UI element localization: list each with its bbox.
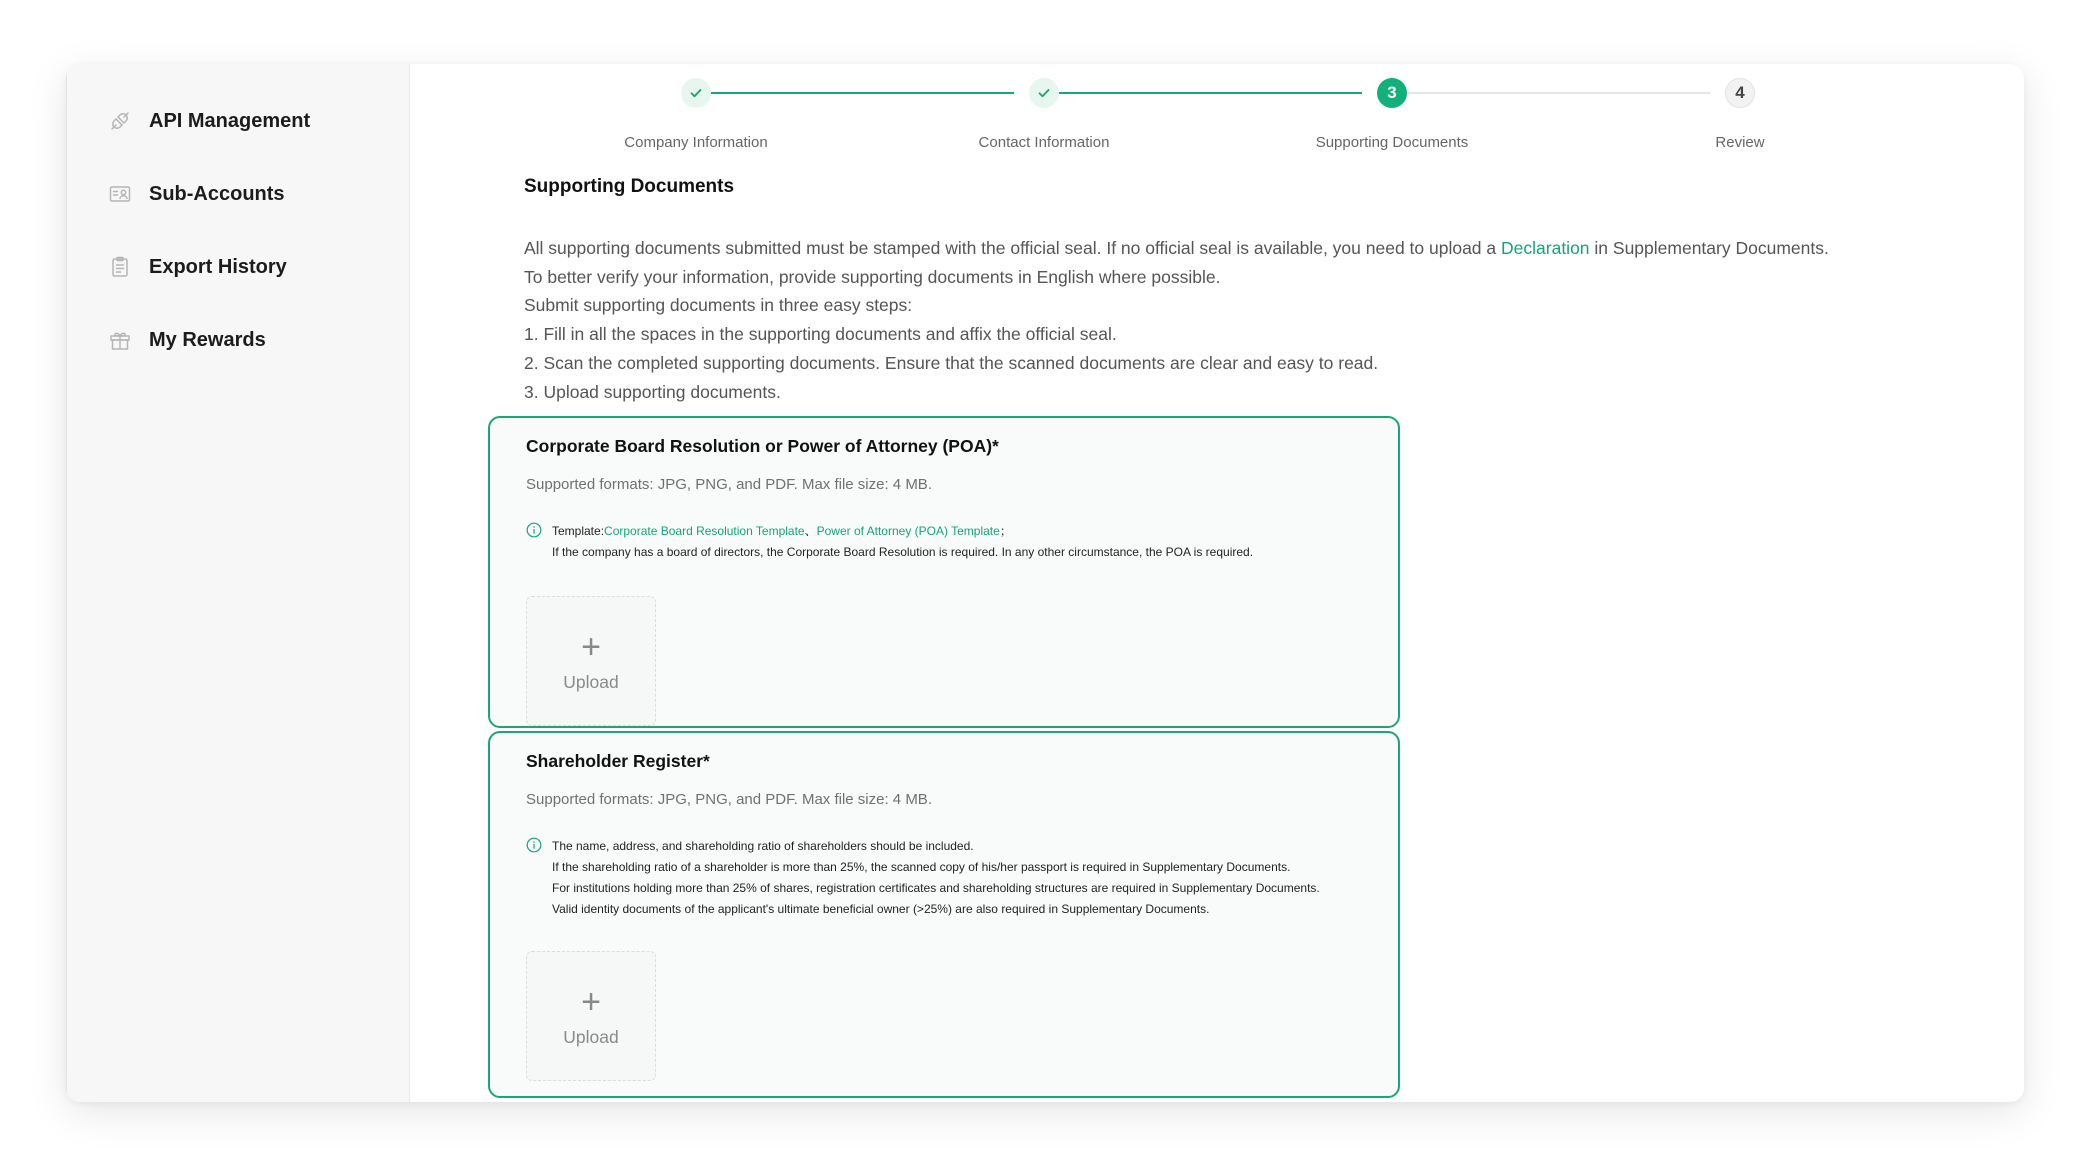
step-label-supporting-documents: Supporting Documents: [1315, 134, 1469, 151]
sidebar-item-label: My Rewards: [149, 328, 266, 351]
note-lines: [552, 836, 1320, 920]
step-1-complete[interactable]: [681, 78, 711, 108]
step-instruction: 3. Upload supporting documents.: [524, 381, 781, 402]
upload-label: Upload: [563, 1026, 619, 1047]
intro-text-segment: All supporting documents submitted must be stamped with the official seal. If no official seal is available, you need to upload a: [524, 238, 1502, 258]
note-line: The name, address, and shareholding ratio of shareholders should be included.: [552, 839, 974, 853]
intro-line: Submit supporting documents in three easy steps:: [524, 295, 913, 316]
template-line: [552, 521, 1253, 542]
note-line: For institutions holding more than 25% of shares, registration certificates and shareholding structures are required in Supplementary Documents.: [552, 881, 1320, 895]
template-prefix: Template:: [552, 524, 605, 538]
upload-button[interactable]: [526, 596, 656, 726]
supported-formats: Supported formats: JPG, PNG, and PDF. Max file size: 4 MB.: [526, 476, 932, 493]
sidebar-item-label: Sub-Accounts: [149, 182, 285, 205]
step-instruction: 1. Fill in all the spaces in the supporting documents and affix the official seal.: [524, 324, 1117, 345]
page-title: Supporting Documents: [524, 176, 735, 197]
sidebar-item-label: Export History: [149, 255, 287, 278]
card-title: Corporate Board Resolution or Power of Attorney (POA)*: [526, 436, 999, 456]
template-end: ；: [999, 524, 1012, 538]
template-separator: 、: [804, 524, 817, 538]
supported-formats: Supported formats: JPG, PNG, and PDF. Max file size: 4 MB.: [526, 791, 932, 808]
note-line: Valid identity documents of the applicant's ultimate beneficial owner (>25%) are also required in Supplementary Documents.: [552, 902, 1210, 916]
note-line: If the shareholding ratio of a shareholder is more than 25%, the scanned copy of his/her passport is required in Supplementary Documents.: [552, 860, 1291, 874]
step-2-complete[interactable]: [1029, 78, 1059, 108]
api-icon: [107, 108, 133, 134]
intro-line: To better verify your information, provide supporting documents in English where possible.: [524, 266, 1221, 287]
check-icon: [1037, 86, 1051, 100]
shareholder-note: [526, 836, 1320, 920]
upload-card-board-resolution: [488, 416, 1400, 728]
note-lines: [552, 521, 1253, 563]
step-label-contact-information: Contact Information: [978, 134, 1110, 151]
plus-icon: +: [581, 982, 601, 1021]
main-content: [408, 64, 2024, 1102]
step-connector: [697, 92, 1014, 94]
template-note: [526, 521, 1253, 563]
check-icon: [689, 86, 703, 100]
intro-text: [524, 234, 2024, 406]
sidebar-item-sub-accounts[interactable]: [107, 174, 285, 214]
board-resolution-template-link[interactable]: Corporate Board Resolution Template: [604, 524, 805, 538]
card-title: Shareholder Register*: [526, 751, 710, 771]
app-window: [66, 64, 2024, 1102]
upload-card-shareholder-register: [488, 731, 1400, 1098]
step-label-company-information: Company Information: [624, 134, 768, 151]
step-3-active[interactable]: 3: [1377, 78, 1407, 108]
declaration-link[interactable]: Declaration: [1501, 238, 1590, 258]
note-line: If the company has a board of directors, the Corporate Board Resolution is required. In any other circumstance, the POA is required.: [552, 545, 1254, 559]
step-label-review: Review: [1715, 134, 1765, 151]
step-instruction: 2. Scan the completed supporting documents. Ensure that the scanned documents are clear and easy to read.: [524, 352, 1379, 373]
gift-icon: [107, 327, 133, 353]
upload-button[interactable]: [526, 951, 656, 1081]
info-icon: [526, 522, 542, 538]
upload-label: Upload: [563, 671, 619, 692]
sub-accounts-icon: [107, 181, 133, 207]
poa-template-link[interactable]: Power of Attorney (POA) Template: [816, 524, 1000, 538]
step-connector: [1393, 92, 1710, 94]
sidebar: [66, 64, 410, 1102]
sidebar-item-export-history[interactable]: [107, 247, 287, 287]
step-connector: [1045, 92, 1362, 94]
info-icon: [526, 837, 542, 853]
sidebar-item-label: API Management: [149, 109, 311, 132]
sidebar-item-api-management[interactable]: [107, 101, 310, 141]
intro-paragraph: [524, 234, 2024, 263]
clipboard-icon: [107, 254, 133, 280]
intro-text-segment: in Supplementary Documents.: [1589, 238, 1829, 258]
step-4-pending[interactable]: 4: [1725, 78, 1755, 108]
plus-icon: +: [581, 627, 601, 666]
sidebar-item-my-rewards[interactable]: [107, 320, 266, 360]
